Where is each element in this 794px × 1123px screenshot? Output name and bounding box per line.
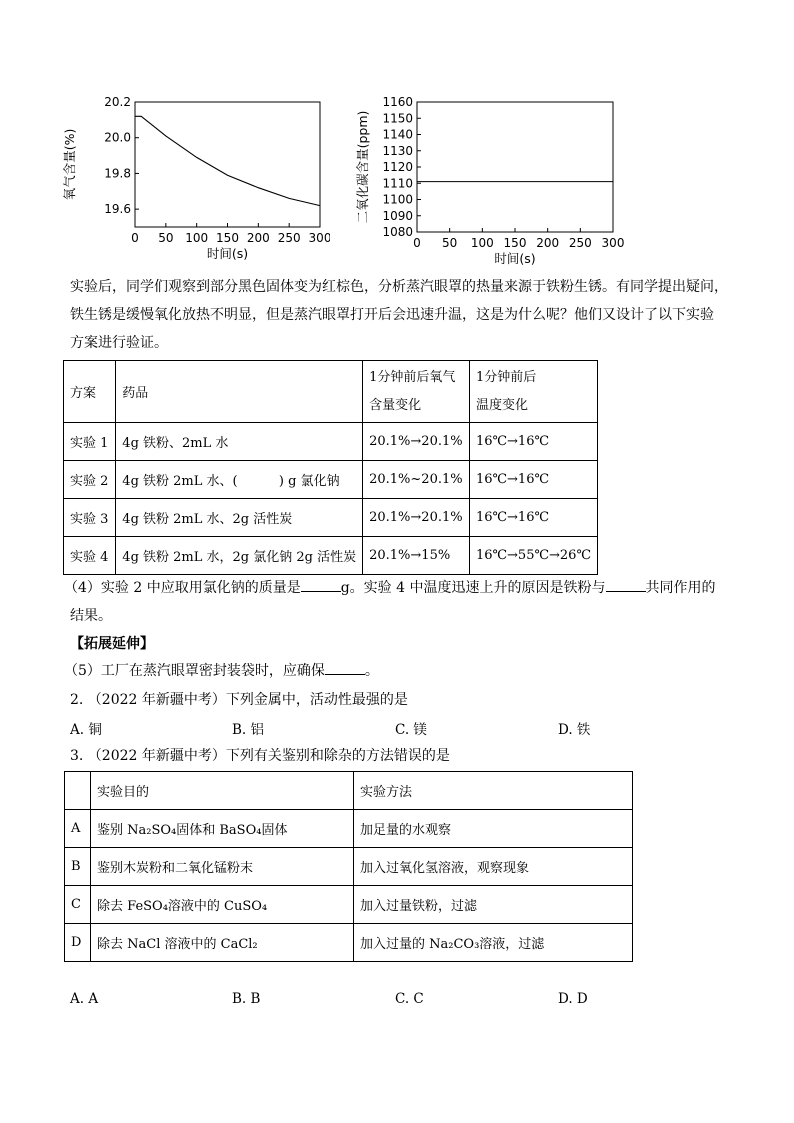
q4-text-b: g。实验 4 中温度迅速上升的原因是铁粉与 [340,580,606,596]
y-tick-label: 1140 [382,127,413,142]
y-tick-label: 1160 [382,95,413,109]
header-temp [469,361,597,423]
y-tick-label: 1100 [382,192,413,207]
x-tick-label: 250 [277,231,301,245]
table-row [64,423,598,461]
x-tick-label: 0 [413,236,421,250]
letter-cell: A [65,810,91,848]
x-tick-label: 300 [601,236,625,250]
y-tick-label: 19.8 [104,166,131,181]
x-tick-label: 100 [185,231,209,245]
table-row [65,810,633,848]
q3-option-a[interactable]: A. A [70,991,99,1007]
table-row [65,848,633,886]
q2-option-b[interactable]: B. 铝 [232,722,265,738]
q4-text-a: （4）实验 2 中应取用氯化钠的质量是 [64,580,301,596]
x-tick-label: 150 [216,231,239,245]
method-cell: 加入过量的 Na₂CO₃溶液，过滤 [354,924,633,962]
question-2-stem: 2. （2022 年新疆中考）下列金属中，活动性最强的是 [70,692,408,708]
table-row [64,461,598,499]
q3-table [64,771,633,962]
table-row [64,537,598,575]
temp-cell: 16℃→16℃ [469,499,597,537]
purpose-cell: 鉴别 Na₂SO₄固体和 BaSO₄固体 [91,810,354,848]
o2-cell: 20.1%→20.1% [363,423,470,461]
question-3-stem: 3. （2022 年新疆中考）下列有关鉴别和除杂的方法错误的是 [70,748,450,764]
y-tick-label: 1150 [382,111,413,126]
q4-blank-mass[interactable] [301,579,341,592]
q2-option-a[interactable]: A. 铜 [70,722,102,738]
plan-cell: 实验 1 [64,423,116,461]
q3-option-b[interactable]: B. B [232,991,261,1007]
o2-cell: 20.1%~20.1% [363,461,470,499]
drug-cell: 4g 铁粉 2mL 水、2g 活性炭 [116,499,363,537]
y-axis-label: 二氧化碳含量(ppm) [355,110,370,224]
q4-blank-reason[interactable] [606,579,646,592]
table-row [65,886,633,924]
method-cell: 加入过量铁粉，过滤 [354,886,633,924]
x-tick-label: 150 [503,236,527,250]
purpose-cell: 除去 NaCl 溶液中的 CaCl₂ [91,924,354,962]
q3-option-c[interactable]: C. C [395,991,424,1007]
x-tick-label: 200 [536,236,560,250]
q3-header-blank [65,772,91,810]
o2-cell: 20.1%→15% [363,537,470,575]
y-tick-label: 1090 [382,208,413,223]
question-5 [64,660,379,680]
header-temp-line2: 温度变化 [475,397,528,413]
y-tick-label: 20.0 [104,130,131,145]
x-tick-label: 300 [308,231,330,245]
table-row [65,924,633,962]
header-drug: 药品 [116,361,363,423]
drug-cell: 4g 铁粉 2mL 水，2g 氯化钠 2g 活性炭 [116,537,363,575]
series-line [135,116,320,205]
drug-cell: 4g 铁粉 2mL 水、( ) g 氯化钠 [116,461,363,499]
plot-frame [135,102,320,227]
q4-text-d: 结果。 [70,608,112,624]
q3-header-purpose: 实验目的 [91,772,354,810]
method-cell: 加足量的水观察 [354,810,633,848]
co2-chart [355,92,625,267]
q5-blank[interactable] [325,662,365,675]
intro-line-3: 方案进行验证。 [70,335,168,351]
q5-text-a: （5）工厂在蒸汽眼罩密封装袋时，应确保 [64,663,325,679]
y-axis-label: 氧气含量(%) [62,128,77,201]
experiment-table [63,360,598,575]
y-tick-label: 1130 [382,143,413,158]
oxygen-chart [60,92,330,267]
q2-option-c[interactable]: C. 镁 [395,722,427,738]
header-o2-line2: 含量变化 [369,397,422,413]
y-tick-label: 19.6 [104,202,131,217]
temp-cell: 16℃→16℃ [469,423,597,461]
header-o2-line1: 1分钟前后氧气 [369,369,456,385]
o2-cell: 20.1%→20.1% [363,499,470,537]
q5-text-b: 。 [364,663,379,679]
drug-cell: 4g 铁粉、2mL 水 [116,423,363,461]
q3-table-header [65,772,633,810]
y-tick-label: 20.2 [104,95,131,109]
letter-cell: C [65,886,91,924]
plan-cell: 实验 4 [64,537,116,575]
purpose-cell: 除去 FeSO₄溶液中的 CuSO₄ [91,886,354,924]
purpose-cell: 鉴别木炭粉和二氧化锰粉末 [91,848,354,886]
y-tick-label: 1120 [382,160,413,174]
plan-cell: 实验 3 [64,499,116,537]
oxygen-chart-svg [60,92,330,267]
x-axis-label: 时间(s) [206,246,249,261]
question-4 [64,574,734,630]
plan-cell: 实验 2 [64,461,116,499]
x-tick-label: 0 [131,231,139,245]
plot-frame [417,102,613,232]
y-tick-label: 1110 [382,176,413,191]
letter-cell: B [65,848,91,886]
co2-chart-svg [355,92,625,267]
extension-title: 【拓展延伸】 [70,636,154,652]
intro-line-2: 铁生锈是缓慢氧化放热不明显，但是蒸汽眼罩打开后会迅速升温，这是为什么呢？他们又设计了以下实验 [70,307,714,323]
q3-option-d[interactable]: D. D [558,991,588,1007]
header-temp-line1: 1分钟前后 [475,369,537,385]
y-tick-label: 1080 [382,225,413,239]
x-tick-label: 100 [470,236,494,250]
x-tick-label: 250 [568,236,592,250]
x-tick-label: 50 [442,236,458,250]
intro-line-1: 实验后，同学们观察到部分黑色固体变为红棕色，分析蒸汽眼罩的热量来源于铁粉生锈。有同学提出疑问， [70,279,728,295]
experiment-table-header [64,361,598,423]
temp-cell: 16℃→55℃→26℃ [469,537,597,575]
intro-paragraph [70,273,730,357]
header-o2 [363,361,470,423]
q2-option-d[interactable]: D. 铁 [558,722,591,738]
temp-cell: 16℃→16℃ [469,461,597,499]
q3-header-method: 实验方法 [354,772,633,810]
x-tick-label: 200 [246,231,270,245]
header-plan: 方案 [64,361,116,423]
x-axis-label: 时间(s) [494,251,536,266]
method-cell: 加入过氧化氢溶液，观察现象 [354,848,633,886]
letter-cell: D [65,924,91,962]
table-row [64,499,598,537]
q4-text-c: 共同作用的 [645,580,716,596]
x-tick-label: 50 [158,231,174,245]
